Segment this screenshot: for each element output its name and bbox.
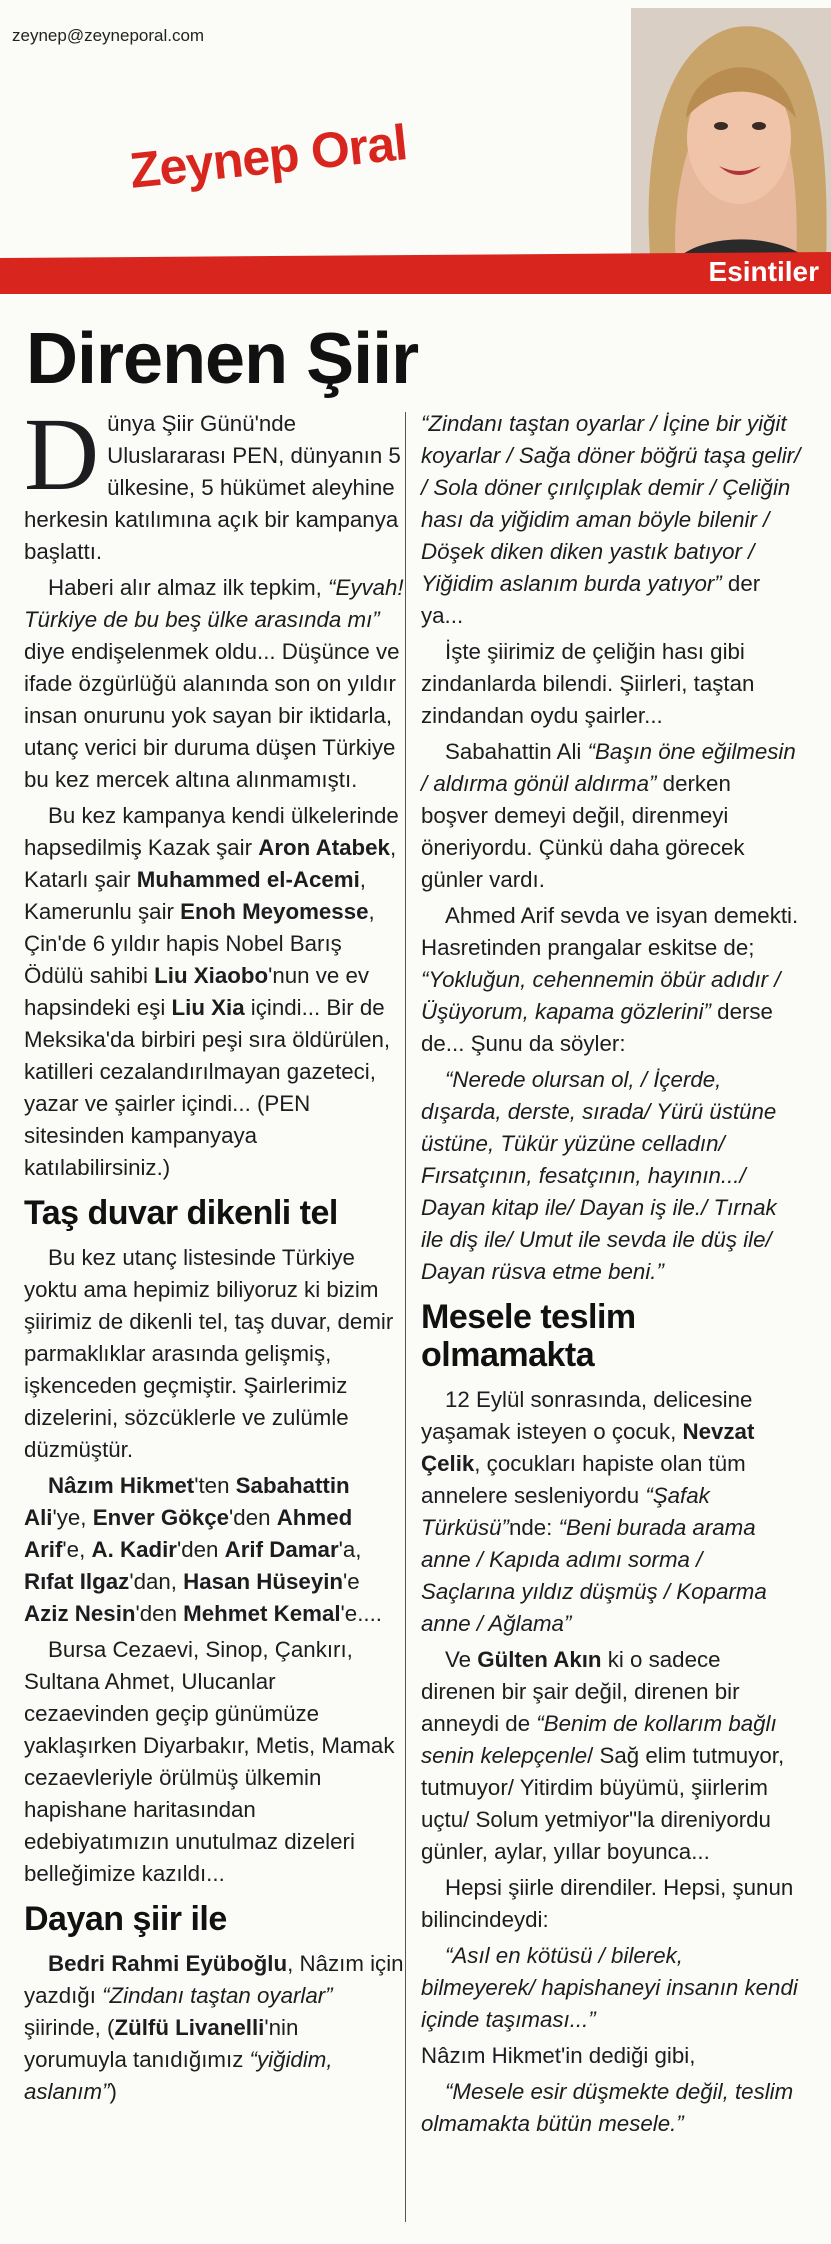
paragraph: Bedri Rahmi Eyüboğlu, Nâzım için yazdığı “Zindanı taştan oyarlar” şiirinde, (Zülfü Livanelli'nin yorumuyla tanıdığımız “yiğidim, aslanım”): [24, 1951, 404, 2104]
column-right: [421, 408, 801, 2144]
paragraph: Ahmed Arif sevda ve isyan demekti. Hasretinden prangalar eskitse de; “Yokluğun, cehennemin öbür adıdır / Üşüyorum, kapama gözlerini” derse de... Şunu da söyler:: [421, 903, 799, 1056]
paragraph: Nâzım Hikmet'ten Sabahattin Ali'ye, Enver Gökçe'den Ahmed Arif'e, A. Kadir'den Arif Damar'a, Rıfat Ilgaz'dan, Hasan Hüseyin'e Aziz Nesin'den Mehmet Kemal'e....: [24, 1473, 382, 1626]
paragraph: “Zindanı taştan oyarlar / İçine bir yiğit koyarlar / Sağa döner böğrü taşa gelir/ / Sola döner çırılçıplak demir / Çeliğin hası da yiğidim aman böyle bilenir / Döşek diken diken yastık batıyor / Yiğidim aslanım burda yatıyor” der ya...: [421, 411, 801, 628]
paragraph: “Mesele esir düşmekte değil, teslim olmamakta bütün mesele.”: [421, 2079, 794, 2136]
author-name: Zeynep Oral: [127, 114, 410, 199]
author-photo: [631, 8, 831, 266]
paragraph: “Nerede olursan ol, / İçerde, dışarda, derste, sırada/ Yürü üstüne üstüne, Tükür yüzüne celladın/ Fırsatçının, fesatçının, hayının.../ Dayan kitap ile/ Dayan iş ile./ Tırnak ile diş ile/ Umut ile sevda ile düş ile/ Dayan rüsva etme beni.”: [421, 1067, 777, 1284]
paragraph: Bursa Cezaevi, Sinop, Çankırı, Sultana Ahmet, Ulucanlar cezaevinden geçip günümüze yaklaşırken Diyarbakır, Metis, Mamak cezaevleriyle örülmüş ülkemin hapishane haritasından edebiyatımızın unutulmaz dizeleri belleğimize kazıldı...: [24, 1637, 395, 1886]
subheading: Mesele teslim olmamakta: [421, 1298, 636, 1374]
header-banner: [0, 250, 831, 296]
paragraph: Dünya Şiir Günü'nde Uluslararası PEN, dünyanın 5 ülkesine, 5 hükümet aleyhine herkesin katılımına açık bir kampanya başlattı.: [24, 397, 401, 564]
paragraph: 12 Eylül sonrasında, delicesine yaşamak isteyen o çocuk, Nevzat Çelik, çocukları hapiste olan tüm annelere sesleniyordu “Şafak Türküsü”nde: “Beni burada arama anne / Kapıda adımı sorma / Saçlarına yıldız düşmüş / Koparma anne / Ağlama”: [421, 1387, 767, 1636]
paragraph: İşte şiirimiz de çeliğin hası gibi zindanlarda bilendi. Şiirleri, taştan zindandan oydu şairler...: [421, 639, 755, 728]
paragraph: Nâzım Hikmet'in dediği gibi,: [421, 2043, 696, 2068]
paragraph: Bu kez kampanya kendi ülkelerinde hapsedilmiş Kazak şair Aron Atabek, Katarlı şair Muhammed el-Acemi, Kamerunlu şair Enoh Meyomesse, Çin'de 6 yıldır hapis Nobel Barış Ödülü sahibi Liu Xiaobo'nun ve ev hapsindeki eşi Liu Xia içindi... Bir de Meksika'da birbiri peşi sıra öldürülen, katilleri cezalandırılmayan gazeteci, yazar ve şairler içindi... (PEN sitesinden kampanyaya katılabilirsiniz.): [24, 803, 399, 1180]
section-label: Esintiler: [708, 256, 819, 287]
paragraph: Ve Gülten Akın ki o sadece direnen bir şair değil, direnen bir anneydi de “Benim de kollarım bağlı senin kelepçenle/ Sağ elim tutmuyor, tutmuyor/ Yitirdim büyümü, şiirlerim uçtu/ Solum yetmiyor"la direniyordu günler, aylar, yıllar boyunca...: [421, 1647, 785, 1864]
column-divider: [405, 412, 406, 2222]
drop-cap: D: [24, 397, 100, 512]
subheading: Taş duvar dikenli tel: [24, 1194, 338, 1232]
paragraph: Haberi alır almaz ilk tepkim, “Eyvah! Türkiye de bu beş ülke arasında mı” diye endişelenmek oldu... Düşünce ve ifade özgürlüğü alanında son on yıldır insan onurunu yok sayan bir iktidarla, utanç verici bir duruma düşen Türkiye bu kez mercek altına alınmamıştı.: [24, 575, 404, 792]
subheading: Dayan şiir ile: [24, 1900, 227, 1938]
column-left: [24, 397, 404, 2112]
paragraph: Hepsi şiirle direndiler. Hepsi, şunun bilincindeydi:: [421, 1875, 794, 1932]
author-email: zeynep@zeyneporal.com: [12, 26, 205, 45]
paragraph: Sabahattin Ali “Başın öne eğilmesin / aldırma gönül aldırma” derken boşver demeyi değil, direnmeyi öneriyordu. Çünkü daha görecek günler vardı.: [421, 739, 796, 892]
paragraph: “Asıl en kötüsü / bilerek, bilmeyerek/ hapishaneyi insanın kendi içinde taşıması...”: [421, 1943, 798, 2032]
paragraph: Bu kez utanç listesinde Türkiye yoktu ama hepimiz biliyoruz ki bizim şiirimiz de dikenli tel, taş duvar, demir parmaklıklar arasında gelişmiş, işkenceden geçmiştir. Şairlerimiz dizelerini, sözcüklerle ve zulümle düzmüştür.: [24, 1245, 394, 1462]
article-title: Direnen Şiir: [26, 319, 419, 399]
